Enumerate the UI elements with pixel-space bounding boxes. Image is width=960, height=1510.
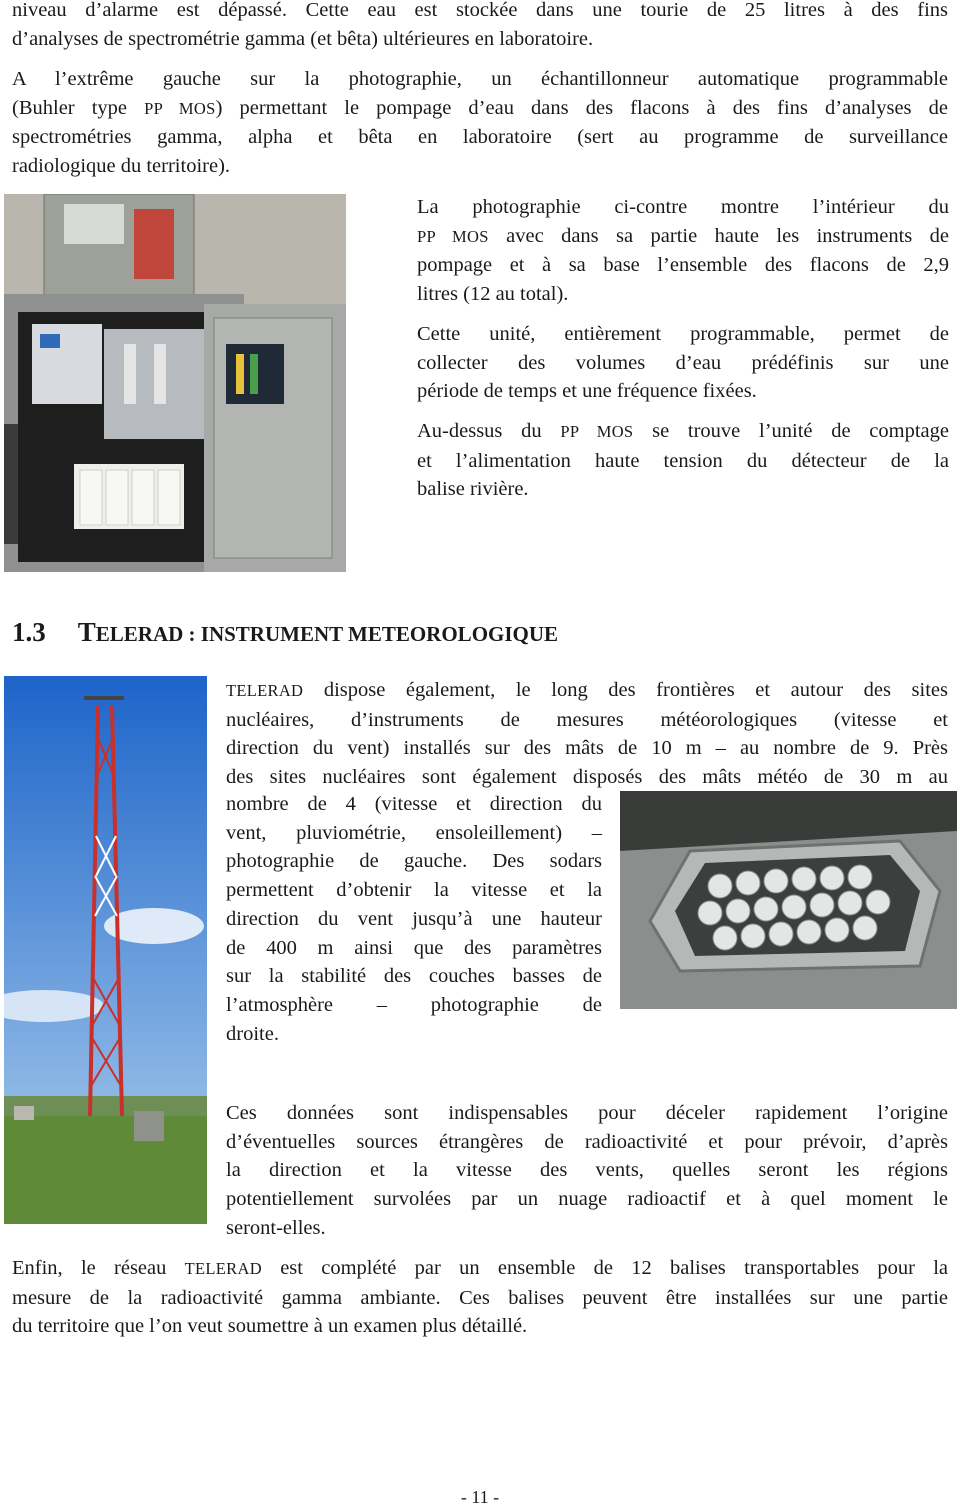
intro-line: niveau d’alarme est dépassé. Cette eau est stockée dans une tourie de 25 litres à des fins [12,0,948,21]
meteo-paragraph [226,676,948,792]
sampler-paragraph [12,65,948,181]
cabinet-line: collecter des volumes d’eau prédéfinis sur une [417,351,949,374]
meteo-line: des sites nucléaires sont également disposés des mâts météo de 30 m au [226,766,948,789]
meteo-line: droite. [226,1022,279,1045]
data-line: Ces données sont indispensables pour déceler rapidement l’origine [226,1102,948,1124]
meteo-paragraph-continued [226,790,602,1048]
meteo-line: sur la stabilité des couches basses de [226,965,602,988]
meteo-line: vent, pluviométrie, ensoleillement) – [226,821,602,844]
meteo-line: TELERAD dispose également, le long des frontières et autour des sites [226,679,948,701]
intro-line: d’analyses de spectrométrie gamma (et bêta) ultérieures en laboratoire. [12,27,594,50]
cabinet-description [417,193,949,504]
data-line: seront-elles. [226,1216,326,1239]
final-line: Enfin, le réseau TELERAD est complété par un ensemble de 12 balises transportables pour la [12,1257,948,1279]
data-line: potentiellement survolées par un nuage radioactif et à quel moment le [226,1188,948,1211]
cabinet-line: Au-dessus du PP MOS se trouve l’unité de comptage [417,419,949,442]
meteo-line: nucléaires, d’instruments de mesures météorologiques (vitesse et [226,708,948,731]
sampler-line: spectrométries gamma, alpha et bêta en laboratoire (sert au programme de surveillance [12,126,948,149]
section-heading [12,617,558,648]
cabinet-line: balise rivière. [417,478,529,501]
data-line: la direction et la vitesse des vents, quelles seront les régions [226,1159,948,1182]
final-line: du territoire que l’on veut soumettre à un examen plus détaillé. [12,1315,528,1338]
meteo-mast-photo [4,676,207,1224]
ppmos-cabinet-photo [4,194,346,572]
cabinet-line: litres (12 au total). [417,283,569,306]
cabinet-line: PP MOS avec dans sa partie haute les instruments de [417,224,949,247]
cabinet-line: pompage et à sa base l’ensemble des flacons de 2,9 [417,254,949,277]
sodar-photo [620,791,957,1009]
section-title: TELERAD : INSTRUMENT METEOROLOGIQUE [77,617,559,647]
cabinet-line: période de temps et une fréquence fixées. [417,380,757,403]
sampler-line: radiologique du territoire). [12,155,231,178]
cabinet-line: Cette unité, entièrement programmable, permet de [417,322,949,345]
meteo-line: photographie de gauche. Des sodars [226,850,602,873]
meteo-line: de 400 m ainsi que des paramètres [226,936,602,959]
meteo-line: l’atmosphère – photographie de [226,993,602,1016]
meteo-line: direction du vent) installés sur des mâts de 10 m – au nombre de 9. Près [226,737,948,760]
cabinet-line: La photographie ci-contre montre l’intérieur du [417,196,949,218]
meteo-line: permettent d’obtenir la vitesse et la [226,879,602,902]
cabinet-line: et l’alimentation haute tension du détecteur de la [417,449,949,472]
final-paragraph [12,1254,948,1341]
intro-paragraph [12,0,948,53]
section-number: 1.3 [12,617,46,647]
meteo-line: direction du vent jusqu’à une hauteur [226,907,602,930]
meteo-line: nombre de 4 (vitesse et direction du [226,793,602,815]
page-number: - 11 - [460,1487,500,1507]
sampler-line: A l’extrême gauche sur la photographie, un échantillonneur automatique programmable [12,68,948,90]
data-line: d’éventuelles sources étrangères de radioactivité et pour prévoir, d’après [226,1130,948,1153]
final-line: mesure de la radioactivité gamma ambiante. Ces balises peuvent être installées sur une partie [12,1286,948,1309]
sampler-line: (Buhler type PP MOS) permettant le pompage d’eau dans des flacons à des fins d’analyses de [12,96,948,119]
data-paragraph [226,1099,948,1243]
